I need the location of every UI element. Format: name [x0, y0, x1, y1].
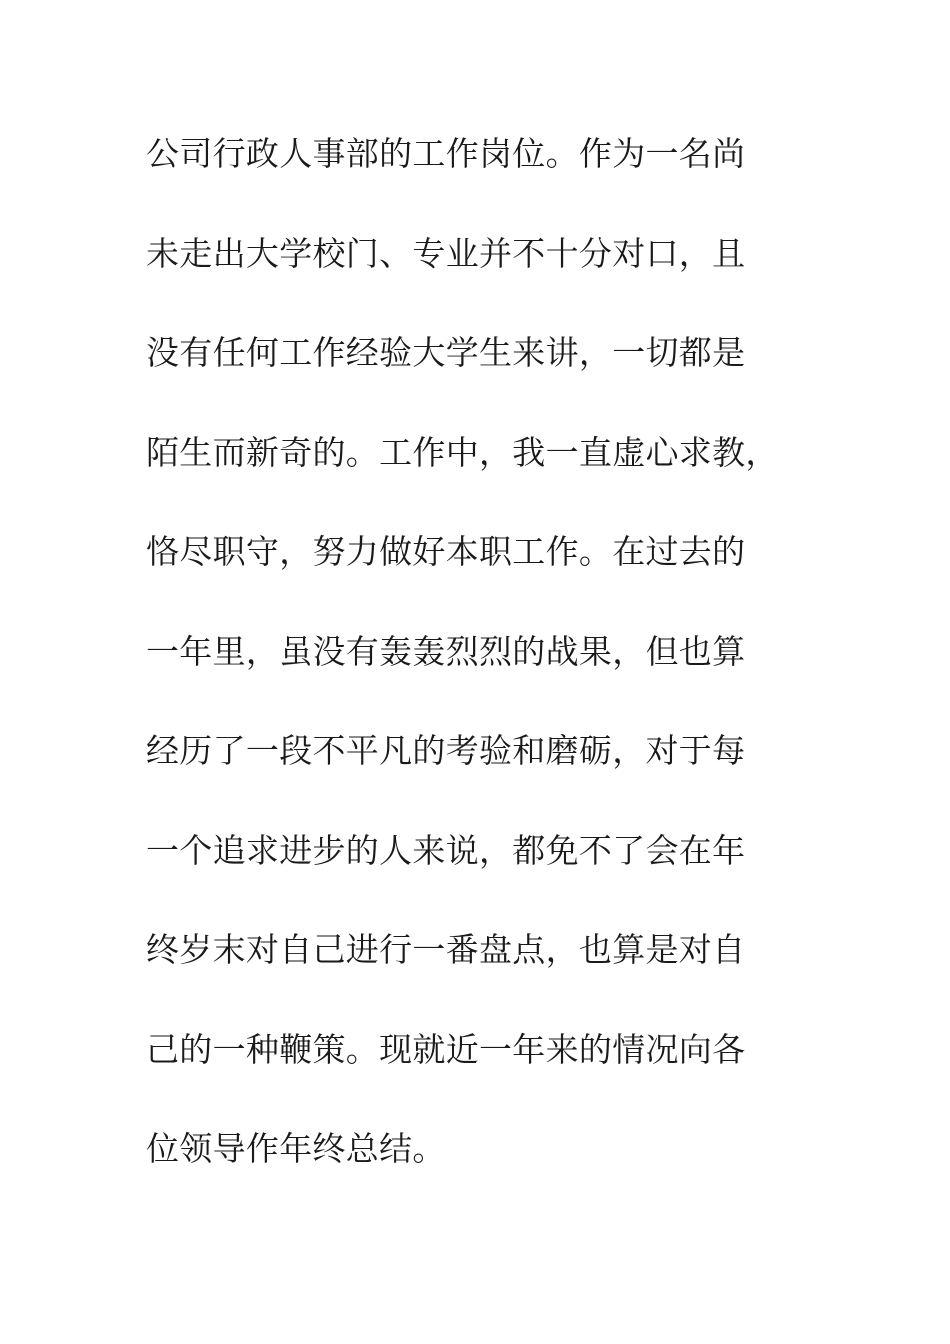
paragraph-line: 终岁末对自己进行一番盘点，也算是对自 [146, 930, 746, 969]
paragraph-line: 陌生而新奇的。工作中，我一直虚心求教， [146, 432, 779, 472]
body-paragraph [146, 124, 826, 1219]
paragraph-line: 己的一种鞭策。现就近一年来的情况向各 [146, 1029, 746, 1069]
paragraph-line: 经历了一段不平凡的考验和磨砺，对于每 [146, 731, 746, 770]
paragraph-line: 恪尽职守，努力做好本职工作。在过去的 [146, 532, 746, 571]
paragraph-line: 位领导作年终总结。 [146, 1129, 446, 1168]
paragraph-line: 一个追求进步的人来说，都免不了会在年 [146, 830, 746, 870]
paragraph-line: 没有任何工作经验大学生来讲，一切都是 [146, 333, 746, 372]
paragraph-line: 公司行政人事部的工作岗位。作为一名尚 [146, 134, 746, 173]
paragraph-line: 一年里，虽没有轰轰烈烈的战果，但也算 [146, 631, 746, 671]
paragraph-line: 未走出大学校门、专业并不十分对口，且 [146, 233, 746, 273]
